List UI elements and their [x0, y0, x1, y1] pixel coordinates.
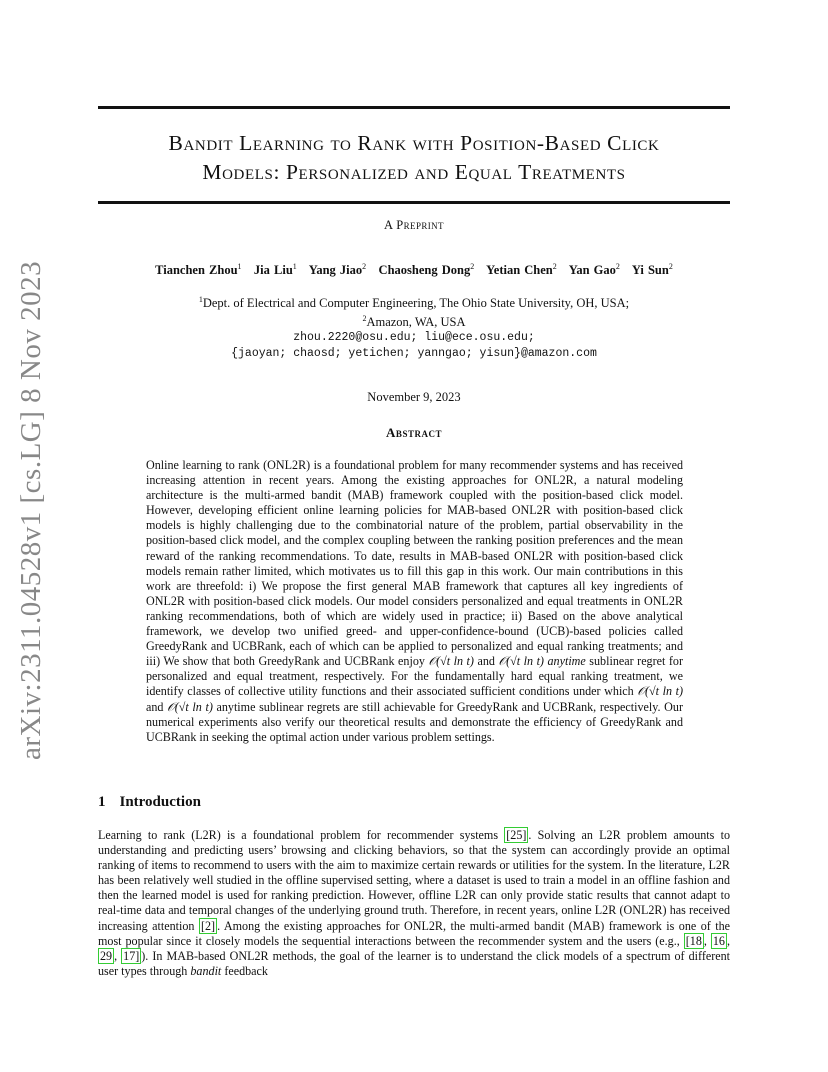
author: Yang Jiao$^2$ [308, 262, 367, 278]
affiliation-1: $^1$Dept. of Electrical and Computer Engineering, The Ohio State University, OH, USA; [198, 295, 630, 311]
title-line-2: Models: Personalized and Equal Treatments [202, 160, 626, 184]
top-rule [98, 106, 730, 109]
affiliations [98, 292, 730, 362]
preprint-label: A Preprint [384, 218, 444, 232]
citation-link[interactable]: [25] [506, 828, 527, 842]
citation-link[interactable]: 16 [712, 933, 725, 948]
introduction-paragraph: Learning to rank (L2R) is a foundational problem for recommender systems [25] . Solving an L2R problem amounts to understanding and predicting users’ browsing and clicking behaviors, so that the system can accordingly provide an optimal ranking of items to recommend to users with the aim to maximize certain rewards or utilities for the system. In the literature, L2R has been relatively well studied in the offline supervised setting, where a dataset is used to train a model in an offline fashion and then the learned model is used for ranking prediction. However, offline L2R can only provide static results that cannot adapt to real-time data and temporal changes of the underlying ground truth. Therefore, in recent years, online L2R (ONL2R) has received increasing attention [2] . Among the existing approaches for ONL2R, the multi-armed bandit (MAB) framework is one of the most popular since it closely models the sequential interactions between the recommender system and the users (e.g., [18 , 16 , 29 , 17] ). In MAB-based ONL2R methods, the goal of the learner is to understand the click models of a spectrum of different user types through bandit feedback [98, 828, 731, 978]
citation-link[interactable]: [2] [200, 918, 216, 933]
author: Chaosheng Dong$^2$ [378, 262, 475, 278]
email-line-2: {jaoyan; chaosd; yetichen; yanngao; yisun}@amazon.com [231, 347, 597, 361]
section-heading: 1 Introduction [98, 794, 201, 810]
author: Yetian Chen$^2$ [486, 262, 557, 278]
author: Yi Sun$^2$ [631, 262, 673, 278]
author: Yan Gao$^2$ [568, 262, 620, 278]
title-line-1: Bandit Learning to Rank with Position-Based Click [168, 131, 660, 155]
author: Jia Liu$^1$ [253, 262, 297, 278]
abstract-body: Online learning to rank (ONL2R) is a foundational problem for many recommender systems and has received increasing attention in recent years. Among the existing approaches for ONL2R, a natural modeling architecture is the multi-armed bandit (MAB) framework coupled with the position-based click model. However, developing efficient online learning policies for MAB-based ONL2R with position-based click models is highly challenging due to the combinatorial nature of the problem, partial observability in the position-based click model, and the complex coupling between the ranking position preferences and the mean reward of the ranking recommendations. To date, results in MAB-based ONL2R with position-based click models remain rather limited, which motivates us to fill this gap in this work. Our main contributions in this work are threefold: i) We propose the first general MAB framework that captures all key ingredients of ONL2R with position-based click models. Our model considers personalized and equal treatments in ONL2R ranking recommendations, both of which are widely used in practice; ii) Based on the above analytical framework, we develop two unified greed- and upper-confidence-bound (UCB)-based policies called GreedyRank and UCBRank, each of which can be applied to personalized and equal ranking treatments; and iii) We show that both GreedyRank and UCBRank enjoy 𝒪(√t ln t) and 𝒪(√t ln t) anytime sublinear regret for personalized and equal treatment, respectively. For the fundamentally hard equal ranking treatment, we identify classes of collective utility functions and their associated sufficient conditions under which 𝒪(√t ln t) and 𝒪(√t ln t) anytime sublinear regrets are still achievable for GreedyRank and UCBRank, respectively. Our numerical experiments also verify our theoretical results and demonstrate the efficiency of GreedyRank and UCBRank in seeking the optimal action under various problem settings. [146, 458, 683, 744]
abstract-heading: Abstract [386, 425, 442, 440]
citation-link[interactable]: [18 [685, 933, 702, 948]
author-list [98, 262, 730, 278]
email-line-1: zhou.2220@osu.edu; liu@ece.osu.edu; [293, 331, 535, 345]
citation-link[interactable]: 29 [100, 948, 113, 963]
paper-title [98, 129, 730, 187]
bottom-rule [98, 201, 730, 204]
author: Tianchen Zhou$^1$ [155, 262, 242, 278]
arxiv-identifier: arXiv:2311.04528v1 [cs.LG] 8 Nov 2023 [15, 260, 47, 760]
date: November 9, 2023 [367, 390, 461, 404]
affiliation-2: $^2$Amazon, WA, USA [362, 314, 466, 330]
citation-link[interactable]: 17] [123, 948, 140, 963]
